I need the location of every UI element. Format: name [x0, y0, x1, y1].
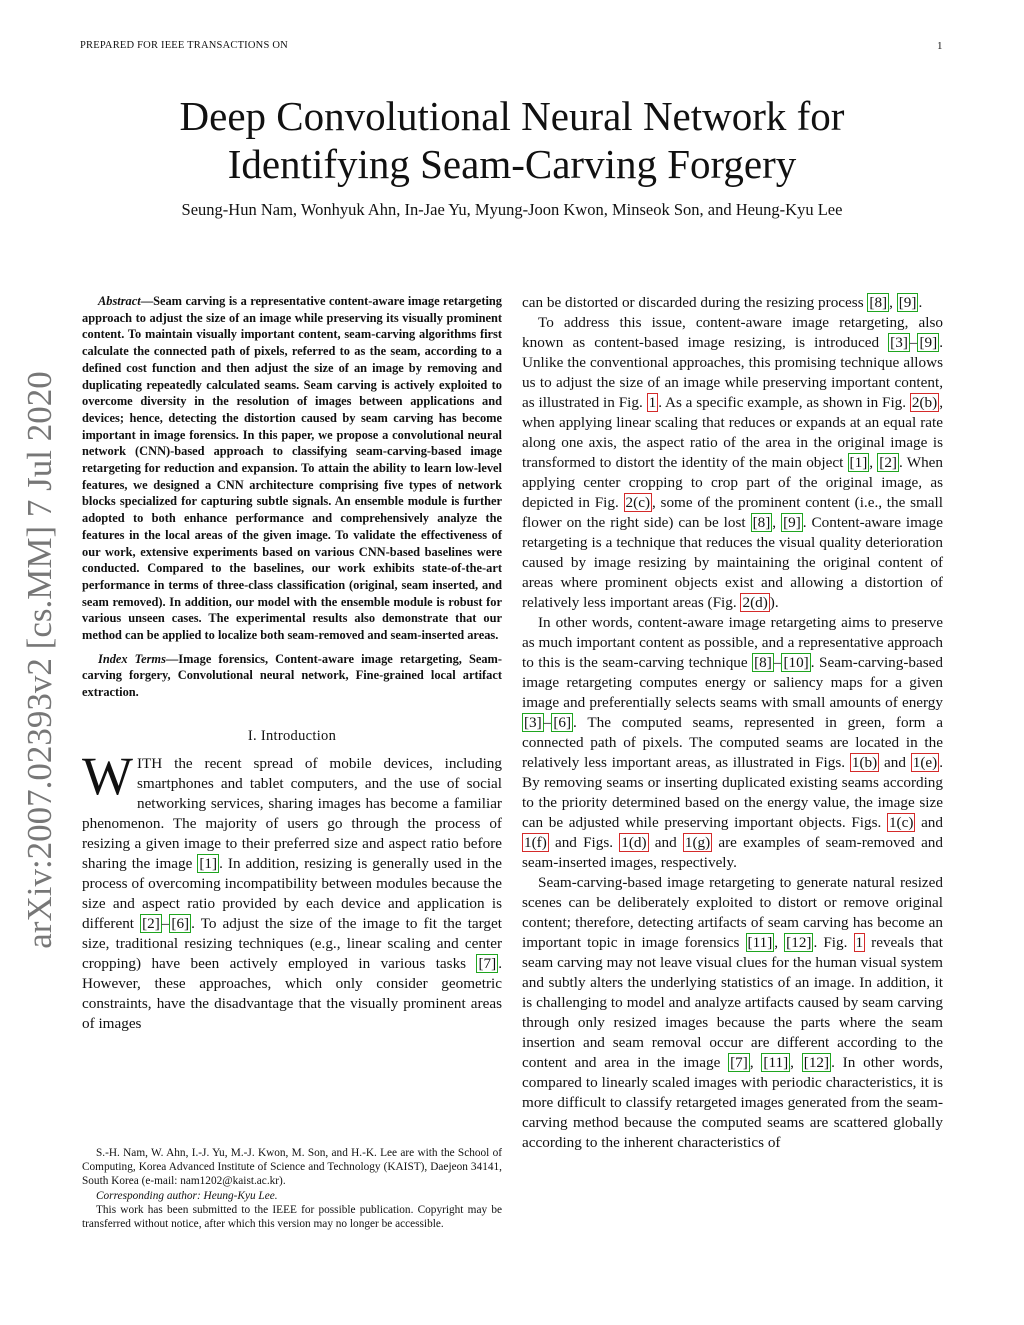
body-text: To address this issue, content-aware image retargeting, also known as content-based image resizing, is introduced	[522, 314, 943, 351]
page-number: 1	[937, 40, 943, 52]
citation-link[interactable]: [1]	[199, 854, 218, 872]
body-text: , some of the prominent content (i.e., the small flower on the right side) can be lost	[522, 494, 943, 531]
citation-link[interactable]: [12]	[786, 934, 812, 951]
body-text: Seam-carving-based image retargeting to generate natural resized scenes can be deliberately exploited to distort or remove original content; therefore, detecting artifacts of seam carving has become an important topic in image forensics	[522, 874, 943, 951]
title-line-1: Deep Convolutional Neural Network for	[179, 93, 845, 139]
drop-cap: W	[82, 745, 133, 806]
citation-link[interactable]: [3]	[524, 714, 542, 731]
body-text: –	[773, 654, 782, 671]
body-text: are examples of seam-removed and seam-inserted images, respectively.	[522, 834, 943, 871]
citation-link[interactable]: [7]	[478, 954, 497, 972]
intro-text: . However, these approaches, which only consider geometric constraints, have the disadvantage that the visually prominent areas of images	[82, 954, 502, 1032]
figure-link[interactable]: 2(b)	[911, 394, 938, 411]
citation-link[interactable]: [3]	[890, 334, 908, 351]
figure-link[interactable]: 1(e)	[912, 754, 938, 771]
footnote-corresponding-author: Corresponding author: Heung-Kyu Lee.	[96, 1189, 278, 1202]
title-line-2: Identifying Seam-Carving Forgery	[227, 141, 797, 187]
body-text: and Figs.	[548, 834, 620, 851]
body-text: and	[915, 814, 943, 831]
figure-link[interactable]: 1(d)	[621, 834, 647, 851]
body-text: and	[879, 754, 911, 771]
citation-link[interactable]: [10]	[783, 654, 809, 671]
abstract	[82, 293, 502, 644]
body-text: –	[543, 714, 552, 731]
body-text: . Fig.	[813, 934, 854, 951]
figure-link[interactable]: 1(g)	[684, 834, 711, 851]
index-terms-lead: Index Terms	[98, 651, 166, 666]
citation-link[interactable]: [9]	[783, 514, 801, 531]
citation-link[interactable]: [6]	[553, 714, 572, 731]
author-list: Seung-Hun Nam, Wonhyuk Ahn, In-Jae Yu, Myung-Joon Kwon, Minseok Son, and Heung-Kyu Lee	[181, 200, 843, 219]
citation-link[interactable]: [6]	[171, 914, 190, 932]
citation-link[interactable]: [9]	[898, 294, 917, 311]
body-text: . The computed seams, represented in green, form a connected path of pixels. The computed seams are located in the relatively less important areas, as illustrated in Figs.	[522, 714, 943, 771]
intro-paragraph-1	[82, 745, 503, 1034]
body-text: ,	[772, 514, 782, 531]
body-text: ,	[749, 1054, 762, 1071]
figure-link[interactable]: 1	[648, 394, 657, 411]
citation-link[interactable]: [11]	[747, 934, 773, 951]
body-text: .	[918, 294, 923, 311]
citation-link[interactable]: [8]	[752, 514, 771, 531]
body-text: and	[648, 834, 683, 851]
body-text: reveals that seam carving may not leave visual clues for the human visual system and subtly alters the underlying statistics of an image. In addition, it is challenging to model and analyze artifacts caused by seam carving through only resized images because the parts where the seam insertion and seam removal occur are different according to the content and area in the image	[522, 934, 944, 1071]
figure-link[interactable]: 1	[855, 934, 864, 951]
body-text: . As a specific example, as shown in Fig.	[658, 394, 910, 411]
body-text: , when applying linear scaling that reduces or expands at an equal rate along one axis, the aspect ratio of the area in the original image is transformed to distort the identity of the main object	[522, 394, 943, 471]
paper-title	[0, 92, 1024, 188]
citation-link[interactable]: [9]	[919, 334, 938, 351]
body-text: can be distorted or discarded during the resizing process	[522, 294, 868, 311]
citation-link[interactable]: [8]	[869, 294, 888, 311]
running-head: PREPARED FOR IEEE TRANSACTIONS ON	[80, 40, 288, 51]
intro-text: –	[161, 914, 170, 932]
body-text: ,	[889, 294, 897, 311]
body-text: . By removing seams or inserting duplicated existing seams according to the priority determined based on the energy value, the image size can be adjusted while preserving important objects. Figs.	[522, 754, 943, 831]
footnote-submission-notice: This work has been submitted to the IEEE for possible publication. Copyright may be transferred without notice, after which this version may no longer be accessible.	[82, 1203, 502, 1231]
citation-link[interactable]: [11]	[763, 1054, 789, 1071]
section-heading-introduction: I. Introduction	[247, 727, 337, 744]
right-paragraph-3	[522, 613, 943, 873]
body-text: ).	[769, 594, 779, 611]
abstract-lead: Abstract	[98, 294, 141, 308]
body-text: In other words, content-aware image retargeting aims to preserve as much important content as possible, and a representative approach to this is the seam-carving technique	[522, 614, 943, 671]
figure-link[interactable]: 2(c)	[625, 494, 650, 511]
index-terms-text: —Image forensics, Content-aware image retargeting, Seam-carving forgery, Convolutional neural network, Fine-grained local artifact extraction.	[82, 651, 502, 700]
right-paragraph-4	[522, 873, 943, 1153]
abstract-text: —Seam carving is a representative content-aware image retargeting approach to adjust the size of an image while preserving its visually prominent content. To maintain visually important content, seam-carving algorithms first calculate the connected path of pixels, referred to as the seam, according to a defined cost function and then adjust the size of an image by removing and duplicating repeatedly calculated seams. Seam carving is actively exploited to overcome diversity in the resolution of images between applications and devices; hence, detecting the distortion caused by seam carving has become important in image forensics. In this paper, we propose a convolutional neural network (CNN)-based approach to classifying seam-carving-based image retargeting for reduction and expansion. To attain the ability to learn low-level features, we designed a CNN architecture comprising five types of network blocks specialized for capturing subtle signals. An ensemble module is further adopted to both enhance performance and comprehensively analyze the features in the local areas of the given image. To validate the effectiveness of our work, extensive experiments based on various CNN-based baselines were conducted. Compared to the baselines, our work exhibits state-of-the-art performance in terms of three-class classification (original, seam inserted, and seam removed). In addition, our model with the ensemble module is robust for various unseen cases. The experimental results also demonstrate that our method can be applied to localize both seam-removed and seam-inserted areas.	[82, 294, 502, 643]
citation-link[interactable]: [2]	[879, 454, 897, 471]
body-text: ,	[790, 1054, 802, 1071]
citation-link[interactable]: [2]	[142, 914, 160, 932]
body-text: –	[909, 334, 918, 351]
arxiv-side-stamp	[12, 365, 68, 955]
intro-text: ITH the recent spread of mobile devices, including smartphones and tablet computers, and the use of social networking services, sharing images has become a familiar phenomenon. The majority of users go through the process of resizing a given image to their preferred size and aspect ratio before sharing the image	[82, 754, 502, 872]
intro-text: . In addition, resizing is generally used in the process of overcoming incompatibility between modules because the size and aspect ratio provided by each device and application is different	[82, 854, 503, 932]
left-column	[82, 293, 502, 1034]
right-column	[522, 293, 943, 1153]
body-text: . Content-aware image retargeting is a technique that reduces the visual quality deterioration caused by image resizing by maintaining the original content of areas where prominent objects exist and allowing a distortion of relatively less important areas (Fig.	[522, 514, 943, 611]
body-text: . In other words, compared to linearly scaled images with periodic characteristics, it is more difficult to classify retargeted images generated from the seam-carving method because the computed seams are scattered globally according to the inherent characteristics of	[522, 1054, 944, 1151]
arxiv-identifier: arXiv:2007.02393v2 [cs.MM] 7 Jul 2020	[20, 371, 59, 949]
intro-text: . To adjust the size of the image to fit the target size, traditional resizing techniques (e.g., linear scaling and center cropping) have been actively employed in various tasks	[82, 914, 502, 972]
citation-link[interactable]: [1]	[849, 454, 868, 471]
figure-link[interactable]: 1(b)	[851, 754, 878, 771]
index-terms	[82, 651, 502, 701]
figure-link[interactable]: 1(f)	[524, 834, 547, 851]
right-paragraph-1	[522, 293, 943, 313]
figure-link[interactable]: 1(c)	[888, 814, 914, 831]
footnote	[82, 1146, 502, 1231]
citation-link[interactable]: [7]	[730, 1054, 748, 1071]
body-text: . Seam-carving-based image retargeting computes energy or saliency maps for a given image and preferentially selects seams with small amounts of energy	[522, 654, 943, 711]
body-text: ,	[774, 934, 785, 951]
citation-link[interactable]: [8]	[754, 654, 772, 671]
figure-link[interactable]: 2(d)	[742, 594, 768, 611]
citation-link[interactable]: [12]	[803, 1054, 830, 1071]
footnote-affiliation: S.-H. Nam, W. Ahn, I.-J. Yu, M.-J. Kwon, M. Son, and H.-K. Lee are with the School of Computing, Korea Advanced Institute of Science and Technology (KAIST), Daejeon 34141, South Korea (e-mail: nam1202@kaist.ac.kr).	[82, 1147, 502, 1188]
right-paragraph-2	[522, 313, 943, 613]
body-text: . Unlike the conventional approaches, this promising technique allows us to adjust the size of an image while preserving important content, as illustrated in Fig.	[522, 334, 943, 411]
body-text: ,	[869, 454, 878, 471]
body-text: . When applying center cropping to crop part of the original image, as depicted in Fig.	[522, 454, 943, 511]
